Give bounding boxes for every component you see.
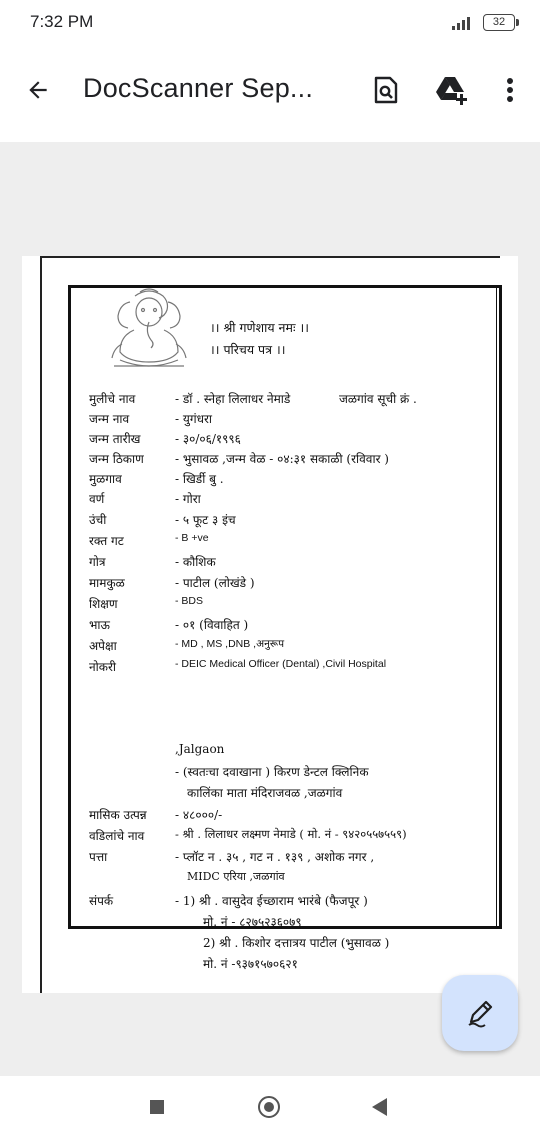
invocation-line-1: ।। श्री गणेशाय नमः ।। — [210, 320, 309, 335]
field-row — [89, 553, 499, 573]
field-label: वर्ण — [89, 492, 105, 506]
ganesha-illustration — [100, 286, 198, 372]
status-bar — [0, 0, 540, 44]
home-icon-dot — [264, 1102, 274, 1112]
signal-icon — [452, 16, 474, 30]
job-line-3: - (स्वतःचा दवाखाना ) किरण डेन्टल क्लिनिक — [175, 765, 369, 779]
field-value: - MD , MS ,DNB ,अनुरूप — [175, 638, 285, 650]
field-value: - खिर्डी बु . — [175, 472, 224, 486]
battery-level: 32 — [492, 16, 506, 28]
field-label: जन्म नाव — [89, 412, 130, 426]
back-button[interactable] — [20, 72, 56, 108]
field-value: - BDS — [175, 595, 204, 607]
battery-nub — [516, 19, 519, 26]
field-row — [89, 637, 499, 657]
field-value: - कौशिक — [175, 555, 216, 569]
income-value: - ४८०००/- — [175, 808, 223, 822]
field-row — [89, 450, 499, 470]
status-time: 7:32 PM — [30, 12, 94, 31]
field-row — [89, 658, 499, 678]
more-options-button[interactable] — [494, 72, 526, 108]
contact-line-3: 2) श्री . किशोर दत्तात्रय पाटील (भुसावळ ) — [203, 936, 390, 950]
document-viewer[interactable] — [0, 142, 540, 1076]
field-value: - B +ve — [175, 532, 209, 544]
field-value: - भुसावळ ,जन्म वेळ - ०४:३१ सकाळी (रविवार ) — [175, 452, 389, 466]
contact-label: संपर्क — [89, 894, 114, 908]
field-label: मुळगाव — [89, 472, 122, 486]
address-line-2: MIDC एरिया ,जळगांव — [187, 870, 285, 883]
edit-pen-icon — [465, 998, 495, 1028]
back-triangle-icon[interactable] — [372, 1098, 387, 1116]
recents-icon[interactable] — [150, 1100, 164, 1114]
contact-line-2: मो. नं - ८२७५२३६०७९ — [203, 915, 302, 929]
address-label: पत्ता — [89, 850, 108, 864]
add-to-drive-button[interactable] — [432, 72, 472, 108]
invocation-heading — [210, 317, 309, 361]
field-row — [89, 390, 499, 410]
field-value: - ३०/०६/१९९६ — [175, 432, 241, 446]
field-row — [89, 511, 499, 531]
field-label: मुलीचे नाव — [89, 392, 136, 406]
field-label: मामकुळ — [89, 576, 125, 590]
battery-icon — [483, 14, 515, 31]
field-label: शिक्षण — [89, 597, 118, 611]
field-row — [89, 410, 499, 430]
field-row — [89, 470, 499, 490]
field-row — [89, 595, 499, 615]
scanned-page — [22, 256, 518, 993]
drive-add-icon — [435, 75, 469, 105]
system-nav-bar — [0, 1076, 540, 1140]
page-left-line — [40, 256, 42, 993]
father-value: - श्री . लिलाधर लक्ष्मण नेमाडे ( मो. नं - ९४२०५५७५५९) — [175, 827, 407, 841]
field-value: - डॉ . स्नेहा लिलाधर नेमाडे — [175, 392, 291, 406]
field-label: रक्त गट — [89, 534, 124, 548]
income-label: मासिक उत्पन्न — [89, 808, 147, 822]
field-value: - गोरा — [175, 492, 201, 506]
back-arrow-icon — [25, 77, 51, 103]
field-row — [89, 532, 499, 552]
app-bar — [0, 44, 540, 142]
field-label: अपेक्षा — [89, 639, 117, 653]
contact-line-4: मो. नं -९३७१५७०६२१ — [203, 957, 298, 971]
page-top-line — [40, 256, 500, 258]
field-label: गोत्र — [89, 555, 106, 569]
document-search-icon — [373, 76, 399, 104]
father-label: वडिलांचे नाव — [89, 829, 145, 843]
document-title: DocScanner Sep... — [83, 73, 314, 103]
field-label: नोकरी — [89, 660, 117, 674]
field-label: भाऊ — [89, 618, 110, 632]
field-label: जन्म तारीख — [89, 432, 141, 446]
field-label: उंची — [89, 513, 107, 527]
job-line-4: कालिंका माता मंदिराजवळ ,जळगांव — [187, 786, 343, 800]
address-line-1: - प्लॉट न . ३५ , गट न . १३९ , अशोक नगर , — [175, 850, 375, 864]
field-row — [89, 430, 499, 450]
serial-number-label: जळगांव सूची क्रं . — [339, 392, 417, 406]
field-value: - युगंधरा — [175, 412, 212, 426]
field-row — [89, 616, 499, 636]
preview-button[interactable] — [368, 72, 404, 108]
field-row — [89, 574, 499, 594]
invocation-line-2: ।। परिचय पत्र ।। — [210, 342, 286, 357]
contact-line-1: - 1) श्री . वासुदेव ईच्छाराम भारंबे (फैजपूर ) — [175, 894, 368, 908]
more-vert-icon — [506, 77, 514, 103]
field-value: - पाटील (लोखंडे ) — [175, 576, 255, 590]
job-line-2: ,Jalgaon — [175, 742, 225, 756]
field-label: जन्म ठिकाण — [89, 452, 144, 466]
field-row — [89, 490, 499, 510]
field-value: - ०१ (विवाहित ) — [175, 618, 249, 632]
field-value: - ५ फूट ३ इंच — [175, 513, 236, 527]
field-value: - DEIC Medical Officer (Dental) ,Civil Hospital — [175, 658, 387, 670]
edit-fab-button[interactable] — [442, 975, 518, 1051]
